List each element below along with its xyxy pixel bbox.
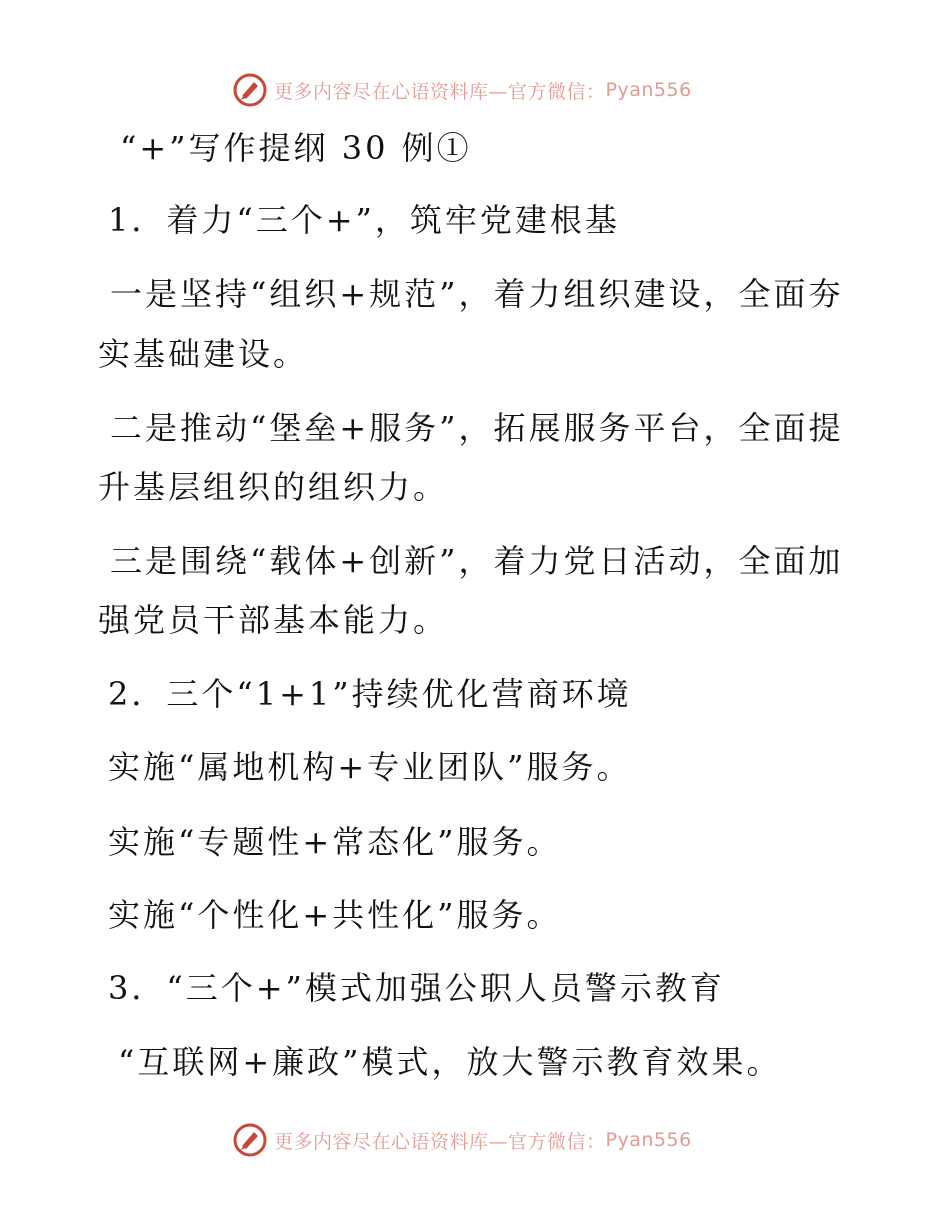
- document-title: “+”写作提纲 30 例①: [120, 129, 472, 167]
- paragraph-line: 实施“个性化+共性化”服务。: [108, 896, 562, 934]
- watermark-bottom: [232, 1120, 692, 1160]
- watermark-wechat-id: Pyan556: [605, 1129, 692, 1151]
- section-heading: 2．三个“1+1”持续优化营商环境: [108, 675, 632, 713]
- paragraph-line: 一是坚持“组织+规范”，着力组织建设，全面夯: [110, 275, 844, 313]
- watermark-top: [232, 70, 692, 110]
- watermark-text: 更多内容尽在心语资料库—官方微信：: [274, 80, 606, 103]
- section-heading: 1．着力“三个+”，筑牢党建根基: [108, 201, 620, 239]
- paragraph-line: 二是推动“堡垒+服务”，拓展服务平台，全面提: [110, 409, 844, 447]
- paragraph-line: 升基层组织的组织力。: [98, 468, 449, 506]
- watermark-wechat-id: Pyan556: [605, 79, 692, 101]
- paragraph-line: 实施“属地机构+专业团队”服务。: [108, 748, 632, 786]
- paragraph-line: 实施“专题性+常态化”服务。: [108, 823, 562, 861]
- pen-seal-icon: [232, 1122, 268, 1158]
- paragraph-line: “互联网+廉政”模式，放大警示教育效果。: [118, 1043, 782, 1081]
- watermark-text: 更多内容尽在心语资料库—官方微信：: [274, 1130, 606, 1153]
- pen-seal-icon: [232, 72, 268, 108]
- paragraph-line: 实基础建设。: [98, 335, 309, 373]
- section-heading: 3．“三个+”模式加强公职人员警示教育: [108, 969, 725, 1007]
- paragraph-line: 三是围绕“载体+创新”，着力党日活动，全面加: [110, 542, 844, 580]
- paragraph-line: 强党员干部基本能力。: [98, 601, 449, 639]
